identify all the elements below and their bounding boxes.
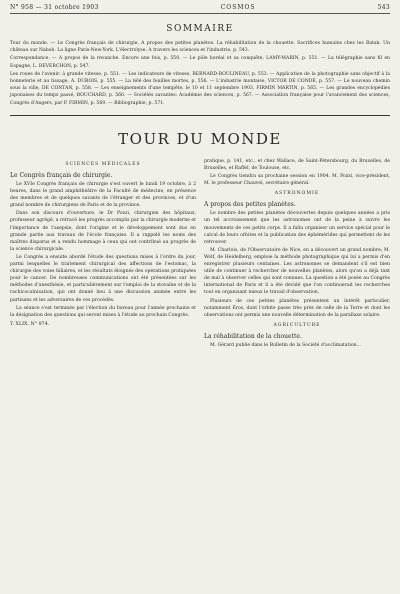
running-header xyxy=(10,4,390,11)
paragraph: Plusieurs de ces petites planètes présentent un intérêt particulier, notamment Éros, dont l'orbite passe très près de celle de la Terre et dont les observations ont permis une nouvelle détermination de la parallaxe solaire. xyxy=(204,298,390,318)
journal-name: COSMOS xyxy=(220,4,256,11)
paragraph: pratique, p. 141, etc., et chez Wallace, de Saint-Pétersbourg, du Bruxelles, de Bruxelles, et Raffel, de Toulouse, etc. xyxy=(204,158,390,171)
main-title: TOUR DU MONDE xyxy=(118,129,282,148)
page-number: 543 xyxy=(377,4,390,11)
section-heading: ASTRONOMIE xyxy=(274,191,320,197)
sommaire-line: Les roues de l'avenir: à grande vitesse, p. 551. — Les indicateurs de vitesse, BERNARD-BOULINEAU, p. 553. — Application de la photographie sans objectif à la bonneterie et au tissage, A. DUBOIS, p. 555. — La télé des feuilles mortes, p. 556. — L'industrie montaise, VICTOR DE CONDÉ, p. 557. — Le nouveau chemin sous la ville, DE CONTAN, p. 558. — Les enseignements d'une tempête, le 10 et 11 septembre 1903, FIRMIN MARTIN, p. 565. — Les grandes encyclopédies japonaises du temps passé, BOUCHARD, p. 566. — Sociétés savantes: Académie des sciences, p. 567. — Association française pour l'avancement des sciences, Congrès d'Angers, par P. FIRMIN, p. 569. — Bibliographie, p. 571. xyxy=(10,71,390,106)
sommaire-rule xyxy=(10,115,390,116)
sommaire-line: Correspondance. — A propos de la revanche. Encore une fois, p. 550. — Le pôle boréal et sa conquête, LAMY-MARIN, p. 551. — La télégraphie sans fil en Espagne, L. REVERCHON, p. 547. xyxy=(10,56,390,69)
right-column xyxy=(204,158,390,350)
left-column xyxy=(10,158,196,350)
article-title: Le Congrès français de chirurgie. xyxy=(10,171,113,179)
article-title: A propos des petites planètes. xyxy=(204,201,296,209)
two-columns xyxy=(10,158,390,350)
paragraph: Le nombre des petites planètes découvertes depuis quelques années a pris un tel accroissement que les astronomes ont de la peine à suivre les mouvements de ces petits corps. Il a fallu organiser un service spécial pour le calcul de leurs orbites et la publication des éphémérides qui permettent de les retrouver. xyxy=(204,211,390,245)
header-rule xyxy=(10,13,390,14)
paragraph: Le Congrès a ensuite abordé l'étude des questions mises à l'ordre du jour, parmi lesquelles le traitement chirurgical des affections de l'estomac, la chirurgie des voies biliaires, et les résultats éloignés des opérations pratiquées pour le cancer. De nombreuses communications ont été présentées sur les méthodes d'anesthésie, et particulièrement sur l'emploi de la stovaïne et de la rachicocaïnisation, qui ont donné lieu à une discussion animée entre les partisans et les adversaires de ces procédés. xyxy=(10,254,196,303)
volume-footer: T. XLIX. N° 974. xyxy=(10,321,50,327)
sommaire-line: Tour du monde. — Le Congrès français de chirurgie. A propos des petites planètes. La réhabilitation de la chouette. Sacrifices humains chez les Batak. Un château sur Nabob. La ligne Paris-New-York. L'électrolyse. A travers les sciences et l'industrie, p. 543. xyxy=(10,41,390,54)
article-title: La réhabilitation de la chouette. xyxy=(204,332,302,340)
sommaire-title: SOMMAIRE xyxy=(166,24,234,34)
paragraph: M. Charlois, de l'Observatoire de Nice, en a découvert un grand nombre; M. Wolf, de Heidelberg, emploie la méthode photographique qui lui a permis d'en enregistrer plusieurs centaines. Les astronomes se demandent s'il est bien utile de continuer à rechercher de nouvelles planètes, alors qu'on a déjà tant de mal à observer celles qui sont connues. La question a été posée au Congrès international de Paris et il a été décidé que l'on continuerait les recherches tout en organisant mieux le travail d'observation. xyxy=(204,247,390,296)
paragraph: Le Congrès tiendra sa prochaine session en 1904. M. Pozzi, vice-président, M. le professeur Chauvel, secrétaire général. xyxy=(204,174,390,187)
section-heading: SCIENCES MÉDICALES xyxy=(65,161,141,167)
paragraph: Dans son discours d'ouverture, le Dr Pozzi, chirurgien des hôpitaux, professeur agrégé, a retracé les progrès accomplis par la chirurgie moderne et l'importance de l'asepsie, dont l'origine et le développement sont dus en grande partie aux travaux de l'école française. Il a rappelé les noms des maîtres disparus et a rendu hommage à ceux qui ont contribué au progrès de la science chirurgicale. xyxy=(10,211,196,252)
sommaire-body xyxy=(10,40,390,107)
section-heading: AGRICULTURE xyxy=(273,322,321,328)
paragraph: M. Gérard publie dans le Bulletin de la Société d'acclimatation... xyxy=(210,342,361,348)
paragraph: Le XVIe Congrès français de chirurgie s'est ouvert le lundi 19 octobre, à 2 heures, dans le grand amphithéâtre de la Faculté de médecine, en présence des membres et de quelques savants de l'étranger et des provinces, et d'un grand nombre de chirurgiens de Paris et de la province. xyxy=(10,182,196,209)
issue-info: N° 958 — 31 octobre 1903 xyxy=(10,4,99,11)
paragraph: La séance s'est terminée par l'élection du bureau pour l'année prochaine et la désignation des questions qui seront mises à l'étude au prochain Congrès. xyxy=(10,305,196,318)
